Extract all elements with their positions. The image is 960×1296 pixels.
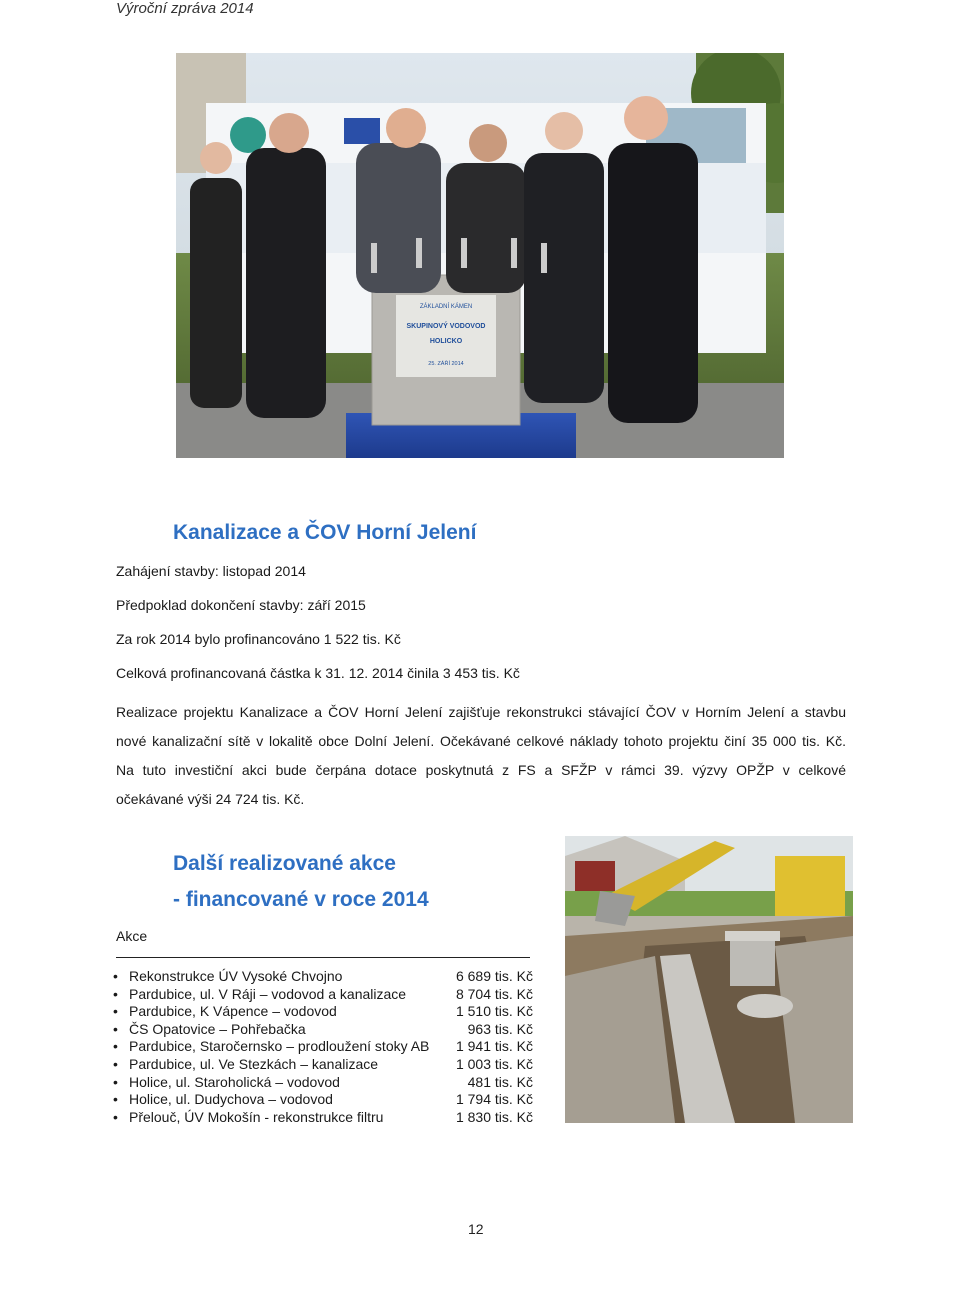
section-heading-horni-jeleni: Kanalizace a ČOV Horní Jelení xyxy=(173,521,477,544)
column-label-akce: Akce xyxy=(116,928,148,944)
excavation-photo xyxy=(565,836,853,1123)
section-heading-other-projects: Další realizované akce xyxy=(173,852,396,875)
page-number: 12 xyxy=(468,1221,484,1237)
ceremony-photo-image xyxy=(176,53,784,458)
list-item: • Holice, ul. Dudychova – vodovod 1 794 tis. Kč xyxy=(113,1091,543,1109)
project-description xyxy=(116,698,846,814)
list-item: • ČS Opatovice – Pohřebačka 963 tis. Kč xyxy=(113,1021,543,1039)
stone-line1: ZÁKLADNÍ KÁMEN xyxy=(419,304,473,310)
para-line-2: nové kanalizační sítě v lokalitě obce Dolní Jelení. Očekávané celkové náklady tohoto projektu činí 35 000 tis. Kč. xyxy=(116,733,846,749)
completion-date: Předpoklad dokončení stavby: září 2015 xyxy=(116,597,366,613)
list-item: • Pardubice, ul. Ve Stezkách – kanalizace 1 003 tis. Kč xyxy=(113,1056,543,1074)
projects-list xyxy=(113,968,543,1126)
list-item: • Pardubice, ul. V Ráji – vodovod a kanalizace 8 704 tis. Kč xyxy=(113,986,543,1004)
total-cofinanced: Celková profinancovaná částka k 31. 12. 2014 činila 3 453 tis. Kč xyxy=(116,665,520,681)
list-item: • Pardubice, Staročernsko – prodloužení stoky AB 1 941 tis. Kč xyxy=(113,1038,543,1056)
ceremony-photo xyxy=(176,53,784,458)
section-subheading-financed-2014: - financované v roce 2014 xyxy=(173,888,429,911)
para-line-1: Realizace projektu Kanalizace a ČOV Horní Jelení zajišťuje rekonstrukci stávající ČOV v Horním Jelení a stavbu xyxy=(116,704,846,720)
list-item: • Pardubice, K Vápence – vodovod 1 510 tis. Kč xyxy=(113,1003,543,1021)
stone-line2: SKUPINOVÝ VODOVOD xyxy=(406,323,486,330)
list-item: • Rekonstrukce ÚV Vysoké Chvojno 6 689 tis. Kč xyxy=(113,968,543,986)
stone-line3: HOLICKO xyxy=(429,338,463,345)
start-date: Zahájení stavby: listopad 2014 xyxy=(116,563,306,579)
para-line-3: Na tuto investiční akci bude čerpána dotace poskytnutá z FS a SFŽP v rámci 39. výzvy OPŽP v celkové xyxy=(116,762,846,778)
divider-line xyxy=(116,957,530,958)
list-item: • Přelouč, ÚV Mokošín - rekonstrukce filtru 1 830 tis. Kč xyxy=(113,1109,543,1127)
document-header: Výroční zpráva 2014 xyxy=(116,0,254,17)
para-line-4: očekávané výši 24 724 tis. Kč. xyxy=(116,791,305,807)
cofinanced-2014: Za rok 2014 bylo profinancováno 1 522 tis. Kč xyxy=(116,631,401,647)
list-item: • Holice, ul. Staroholická – vodovod 481 tis. Kč xyxy=(113,1074,543,1092)
stone-date: 25. ZÁŘÍ 2014 xyxy=(428,361,464,367)
excavation-photo-image xyxy=(565,836,853,1123)
